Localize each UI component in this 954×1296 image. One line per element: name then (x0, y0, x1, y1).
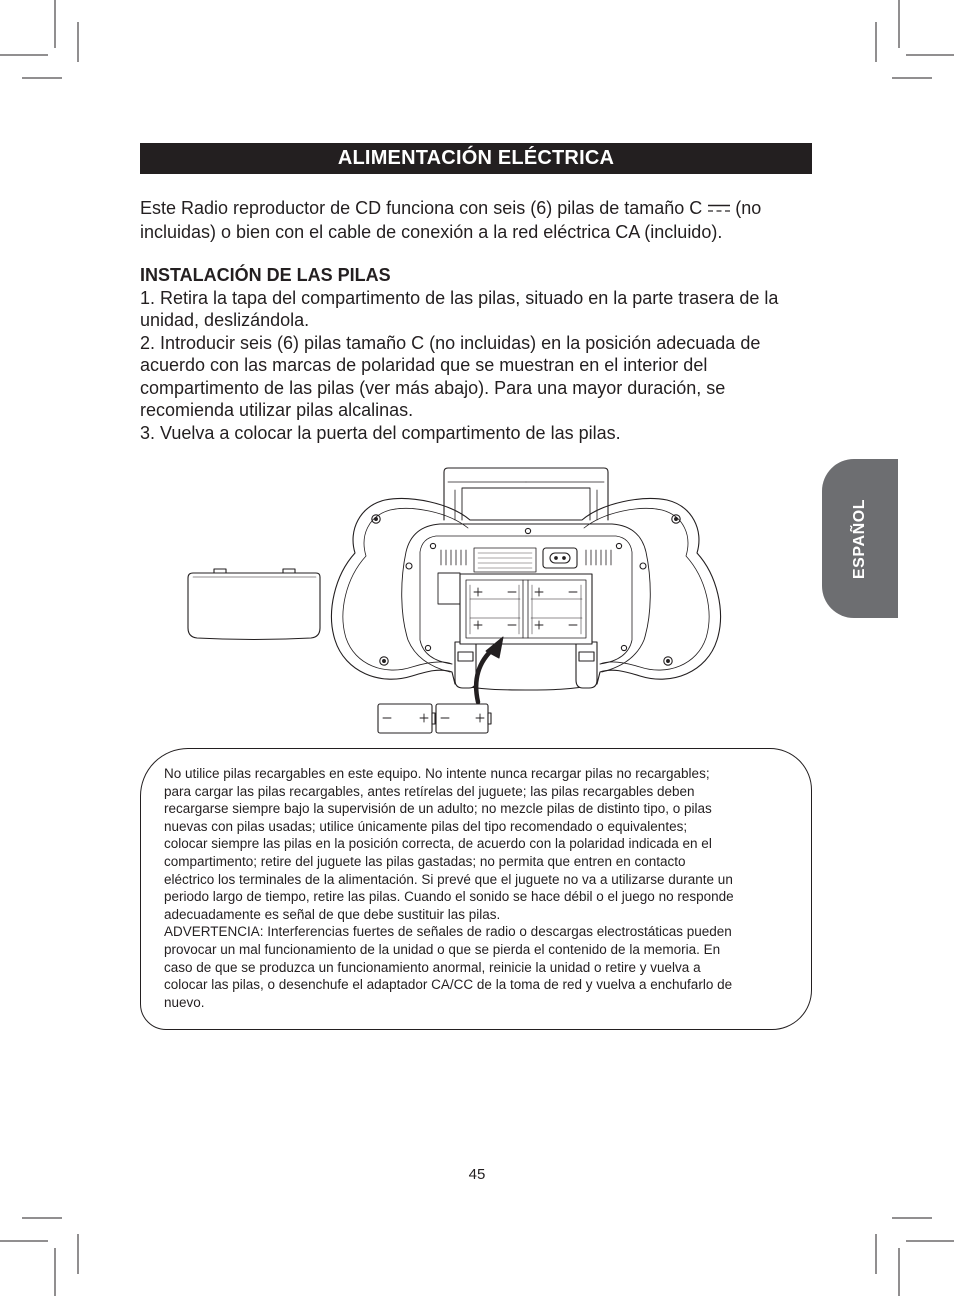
installation-line: acuerdo con las marcas de polaridad que se muestran en el interior del (140, 355, 708, 375)
warning-line: para cargar las pilas recargables, antes retírelas del juguete; las pilas recargables deben (164, 783, 695, 799)
dc-power-symbol-icon (708, 196, 730, 219)
warning-line: No utilice pilas recargables en este equipo. No intente nunca recargar pilas no recargables; (164, 766, 710, 781)
warning-line: provocar un mal funcionamiento de la unidad o que se pierda el contenido de la memoria. En (164, 941, 721, 957)
crop-mark-bottom-left (0, 1218, 78, 1296)
battery-installation-illustration (180, 460, 740, 745)
warning-line: periodo largo de tiempo, retire las pilas. Cuando el sonido se hace débil o el juego no responde (164, 889, 734, 905)
c-battery (378, 704, 435, 733)
installation-line: unidad, deslizándola. (140, 310, 310, 330)
insert-arrow-icon (476, 637, 503, 702)
intro-paragraph (140, 197, 830, 243)
language-tab-label: ESPAÑOL (851, 498, 868, 580)
warning-line: nuevo. (164, 994, 205, 1010)
installation-line: recomienda utilizar pilas alcalinas. (140, 400, 414, 420)
intro-line-1-text: Este Radio reproductor de CD funciona con seis (6) pilas de tamaño C (140, 198, 703, 218)
warning-line: colocar siempre las pilas en la posición correcta, de acuerdo con la polaridad indicada en el (164, 836, 712, 852)
intro-line-1 (140, 197, 830, 221)
crop-mark-bottom-right (876, 1218, 954, 1296)
section-header-bar (140, 143, 812, 174)
crop-mark-top-right (876, 0, 954, 78)
intro-line-2: incluidas) o bien con el cable de conexión a la red eléctrica CA (incluido). (140, 221, 723, 242)
crop-mark-top-left (0, 0, 78, 78)
installation-line: 1. Retira la tapa del compartimento de las pilas, situado en la parte trasera de la (140, 287, 779, 308)
center-screw (525, 528, 530, 533)
ac-power-socket-icon (543, 548, 577, 568)
language-side-tab (822, 459, 898, 618)
label-plate (474, 548, 536, 572)
c-battery (436, 704, 491, 733)
page-number: 45 (468, 1166, 486, 1183)
battery-compartment (460, 574, 592, 644)
warning-line: adecuadamente es señal de que debe sustituir las pilas. (164, 906, 501, 922)
warning-line: ADVERTENCIA: Interferencias fuertes de señales de radio o descargas electrostáticas pueden (164, 924, 732, 940)
warning-line: compartimento; retire del juguete las pilas gastadas; no permita que entren en contacto (164, 853, 686, 869)
section-title: ALIMENTACIÓN ELÉCTRICA (337, 147, 615, 169)
installation-line: compartimento de las pilas (ver más abajo). Para una mayor duración, se (140, 377, 726, 398)
warning-line: colocar las pilas, o desenchufe el adaptador CA/CC de la toma de red y vuelva a enchufarlo de (164, 977, 733, 993)
warning-line: nuevas con pilas usadas; utilice únicamente pilas del tipo recomendado o equivalentes; (164, 818, 688, 834)
warning-line: caso de que se produzca un funcionamiento anormal, reinicie la unidad o retire y vuelva a (164, 959, 701, 975)
battery-cover (188, 569, 320, 640)
installation-heading: INSTALACIÓN DE LAS PILAS (140, 265, 391, 285)
installation-line: 2. Introducir seis (6) pilas tamaño C (no incluidas) en la posición adecuada de (140, 332, 761, 353)
battery-installation-section (140, 264, 830, 444)
installation-line: 3. Vuelva a colocar la puerta del compartimento de las pilas. (140, 422, 621, 443)
warning-text (164, 765, 804, 1011)
warning-line: recargarse siempre bajo la supervisión de un adulto; no mezcle pilas de distinto tipo, o pilas (164, 801, 712, 817)
warning-line: eléctrico los terminales de la alimentación. Si prevé que el juguete no va a utilizarse durante un (164, 871, 733, 887)
intro-line-1-end: (no (735, 198, 762, 218)
